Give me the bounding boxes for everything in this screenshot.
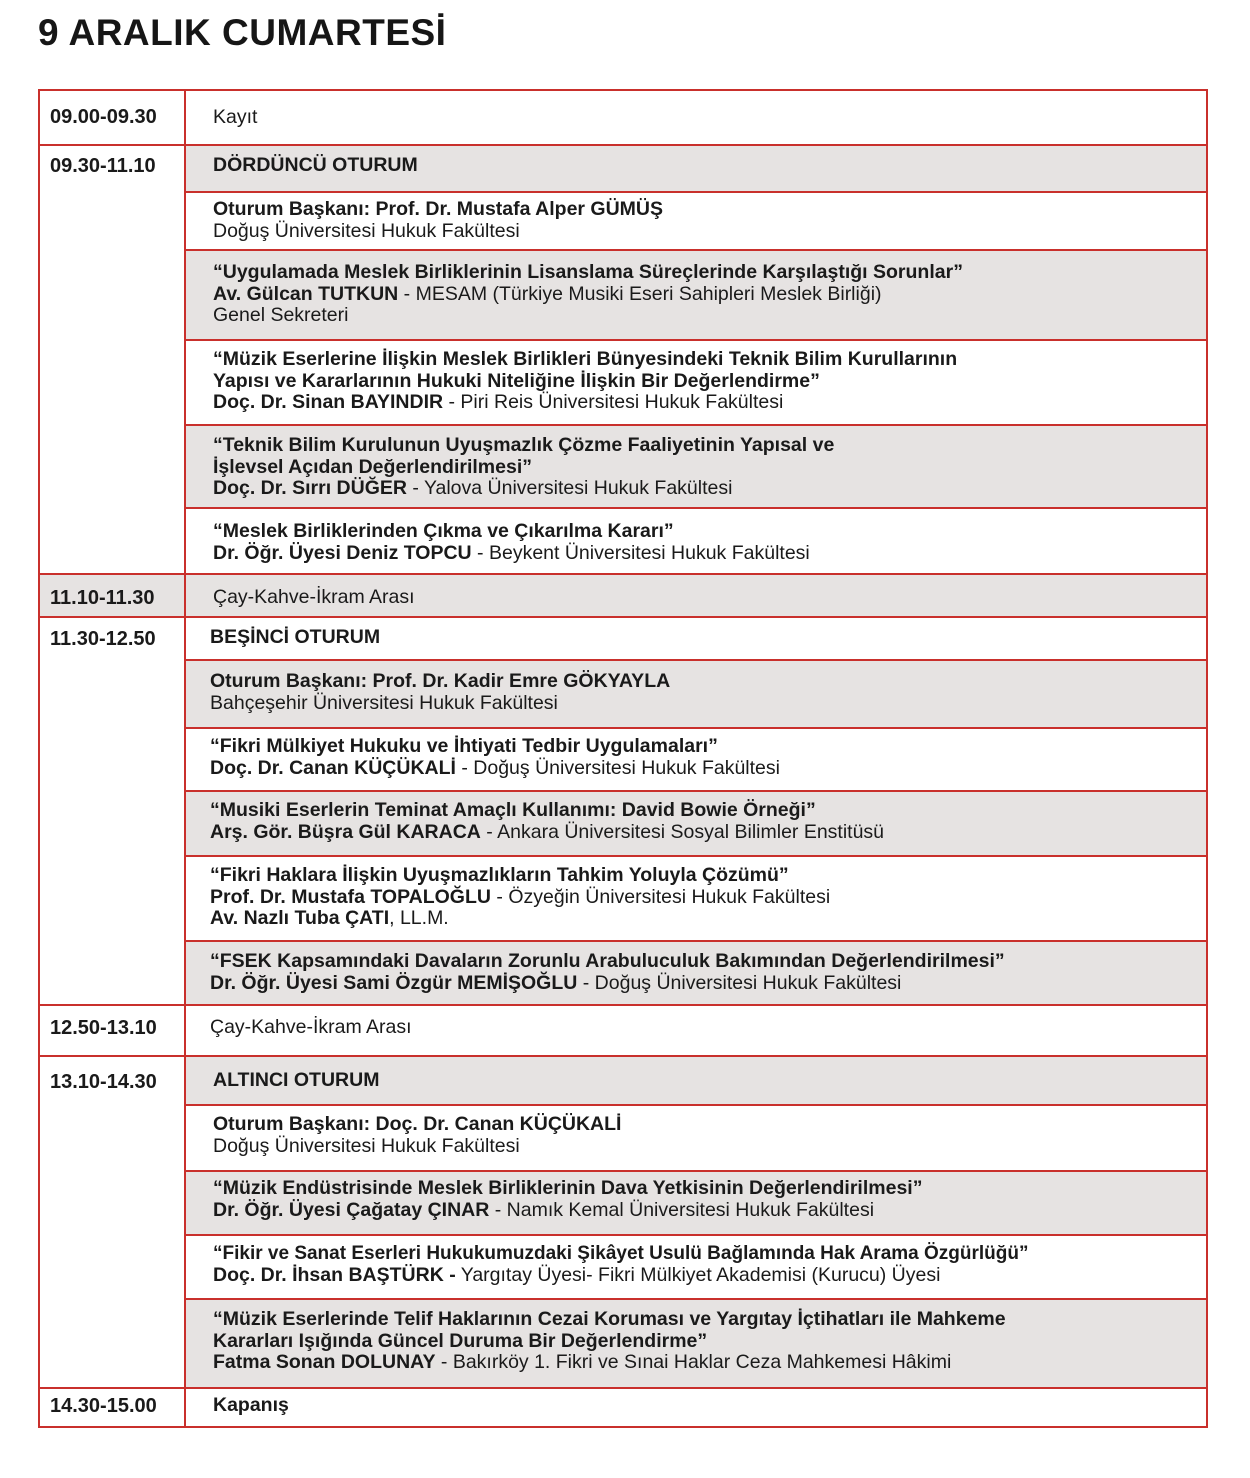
talk-title: “Musiki Eserlerin Teminat Amaçlı Kullanımı: David Bowie Örneği” xyxy=(210,799,816,821)
speaker-name: Prof. Dr. Mustafa TOPALOĞLU xyxy=(210,885,491,908)
session-title: ALTINCI OTURUM xyxy=(213,1069,380,1091)
talk-title: “FSEK Kapsamındaki Davaların Zorunlu Arabuluculuk Bakımından Değerlendirilmesi” xyxy=(210,950,1005,972)
session-chair xyxy=(213,1114,621,1157)
chair-affiliation: Doğuş Üniversitesi Hukuk Fakültesi xyxy=(213,219,520,242)
speaker-affiliation: - Doğuş Üniversitesi Hukuk Fakültesi xyxy=(455,756,780,779)
talk-item xyxy=(213,521,810,564)
talk-title: “Müzik Eserlerine İlişkin Meslek Birlikleri Bünyesindeki Teknik Bilim Kurullarının xyxy=(213,348,958,370)
cell-divider xyxy=(186,249,1206,251)
talk-title: “Fikri Haklara İlişkin Uyuşmazlıkların Tahkim Yoluyla Çözümü” xyxy=(210,864,789,886)
cell-divider xyxy=(186,727,1206,729)
cell-divider xyxy=(186,424,1206,426)
talk-title: “Fikri Mülkiyet Hukuku ve İhtiyati Tedbir Uygulamaları” xyxy=(210,735,718,757)
speaker-affiliation: - Namık Kemal Üniversitesi Hukuk Fakültesi xyxy=(489,1198,875,1221)
talk-item xyxy=(210,865,830,930)
row-divider xyxy=(40,573,1206,575)
speaker-name: Doç. Dr. İhsan BAŞTÜRK - xyxy=(213,1263,456,1286)
speaker-affiliation: - Beykent Üniversitesi Hukuk Fakültesi xyxy=(471,541,810,564)
talk-item xyxy=(213,1178,922,1221)
row-divider xyxy=(40,616,1206,618)
cell-divider xyxy=(186,855,1206,857)
speaker-name: Doç. Dr. Canan KÜÇÜKALİ xyxy=(210,756,456,779)
break-label: Çay-Kahve-İkram Arası xyxy=(213,586,415,608)
talk-item xyxy=(210,736,780,779)
page-title: 9 ARALIK CUMARTESİ xyxy=(38,12,447,53)
speaker-name: Arş. Gör. Büşra Gül KARACA xyxy=(210,820,481,843)
cell-divider xyxy=(186,191,1206,193)
talk-item xyxy=(213,262,963,327)
talk-title: “Fikir ve Sanat Eserleri Hukukumuzdaki Şikâyet Usulü Bağlamında Hak Arama Özgürlüğü” xyxy=(213,1243,1029,1264)
chair-name: Oturum Başkanı: Prof. Dr. Kadir Emre GÖKYAYLA xyxy=(210,670,671,692)
talk-item xyxy=(213,349,957,414)
talk-title: Kararları Işığında Güncel Duruma Bir Değerlendirme” xyxy=(213,1329,708,1352)
speaker-name: Dr. Öğr. Üyesi Deniz TOPCU xyxy=(213,541,472,564)
speaker-affiliation: - MESAM (Türkiye Musiki Eseri Sahipleri Meslek Birliği) xyxy=(398,282,882,305)
speaker-affiliation: - Ankara Üniversitesi Sosyal Bilimler Enstitüsü xyxy=(480,820,885,843)
talk-title: “Uygulamada Meslek Birliklerinin Lisanslama Süreçlerinde Karşılaştığı Sorunlar” xyxy=(213,261,963,283)
cell-divider xyxy=(186,1104,1206,1106)
break-label: Çay-Kahve-İkram Arası xyxy=(210,1016,412,1038)
talk-item xyxy=(210,800,884,843)
session-chair xyxy=(213,199,663,242)
talk-item xyxy=(213,1309,1006,1374)
row-divider xyxy=(40,144,1206,146)
time-slot: 12.50-13.10 xyxy=(50,1017,157,1039)
speaker-affiliation: - Bakırköy 1. Fikri ve Sınai Haklar Ceza Mahkemesi Hâkimi xyxy=(435,1351,952,1373)
chair-name: Oturum Başkanı: Doç. Dr. Canan KÜÇÜKALİ xyxy=(213,1113,622,1135)
speaker-name: Dr. Öğr. Üyesi Sami Özgür MEMİŞOĞLU xyxy=(210,971,578,994)
talk-title: İşlevsel Açıdan Değerlendirilmesi” xyxy=(213,455,532,478)
talk-title: “Teknik Bilim Kurulunun Uyuşmazlık Çözme Faaliyetinin Yapısal ve xyxy=(213,434,835,456)
speaker-affiliation: - Yalova Üniversitesi Hukuk Fakültesi xyxy=(406,477,733,499)
talk-title: Yapısı ve Kararlarının Hukuki Niteliğine İlişkin Bir Değerlendirme” xyxy=(213,369,820,392)
time-slot: 11.30-12.50 xyxy=(50,628,156,650)
cell-divider xyxy=(186,1298,1206,1300)
talk-item xyxy=(213,435,834,500)
session-title: DÖRDÜNCÜ OTURUM xyxy=(213,154,418,176)
cell-divider xyxy=(186,339,1206,341)
session-chair xyxy=(210,671,670,714)
speaker-affiliation: Yargıtay Üyesi- Fikri Mülkiyet Akademisi (Kurucu) Üyesi xyxy=(455,1263,941,1286)
session-title: BEŞİNCİ OTURUM xyxy=(210,626,381,648)
talk-title: “Meslek Birliklerinden Çıkma ve Çıkarılma Kararı” xyxy=(213,520,674,542)
row-divider xyxy=(40,1004,1206,1006)
speaker-name: Doç. Dr. Sırrı DÜĞER xyxy=(213,477,407,499)
time-slot: 09.00-09.30 xyxy=(50,106,157,128)
chair-name: Oturum Başkanı: Prof. Dr. Mustafa Alper GÜMÜŞ xyxy=(213,198,664,220)
cell-divider xyxy=(186,1170,1206,1172)
time-slot: 11.10-11.30 xyxy=(50,587,155,609)
time-slot: 13.10-14.30 xyxy=(50,1071,157,1093)
talk-title: “Müzik Eserlerinde Telif Haklarının Cezai Koruması ve Yargıtay İçtihatları ile Mahkeme xyxy=(213,1308,1006,1330)
speaker-affiliation: - Doğuş Üniversitesi Hukuk Fakültesi xyxy=(577,971,902,994)
cell-divider xyxy=(186,659,1206,661)
row-divider xyxy=(40,1055,1206,1057)
speaker-name: Av. Gülcan TUTKUN xyxy=(213,282,399,305)
closing-label: Kapanış xyxy=(213,1394,289,1416)
speaker-name: Fatma Sonan DOLUNAY xyxy=(213,1351,436,1373)
speaker-affiliation: - Özyeğin Üniversitesi Hukuk Fakültesi xyxy=(490,885,831,908)
chair-affiliation: Bahçeşehir Üniversitesi Hukuk Fakültesi xyxy=(210,691,558,714)
speaker-name: Doç. Dr. Sinan BAYINDIR xyxy=(213,391,444,413)
cell-divider xyxy=(186,940,1206,942)
row-divider xyxy=(40,1387,1206,1389)
talk-item xyxy=(210,951,1005,994)
chair-affiliation: Doğuş Üniversitesi Hukuk Fakültesi xyxy=(213,1134,520,1157)
cell-divider xyxy=(186,507,1206,509)
speaker-affiliation: , LL.M. xyxy=(389,907,449,929)
speaker-name: Dr. Öğr. Üyesi Çağatay ÇINAR xyxy=(213,1198,490,1221)
speaker-name: Av. Nazlı Tuba ÇATI xyxy=(210,907,390,929)
speaker-affiliation: - Piri Reis Üniversitesi Hukuk Fakültesi xyxy=(443,391,784,413)
talk-item xyxy=(213,1243,1029,1286)
speaker-affiliation: Genel Sekreteri xyxy=(213,304,349,326)
talk-title: “Müzik Endüstrisinde Meslek Birliklerinin Dava Yetkisinin Değerlendirilmesi” xyxy=(213,1177,923,1199)
registration-label: Kayıt xyxy=(213,106,258,128)
time-slot: 14.30-15.00 xyxy=(50,1395,157,1417)
cell-divider xyxy=(186,790,1206,792)
time-slot: 09.30-11.10 xyxy=(50,155,156,177)
cell-divider xyxy=(186,1234,1206,1236)
column-divider xyxy=(184,91,186,1426)
